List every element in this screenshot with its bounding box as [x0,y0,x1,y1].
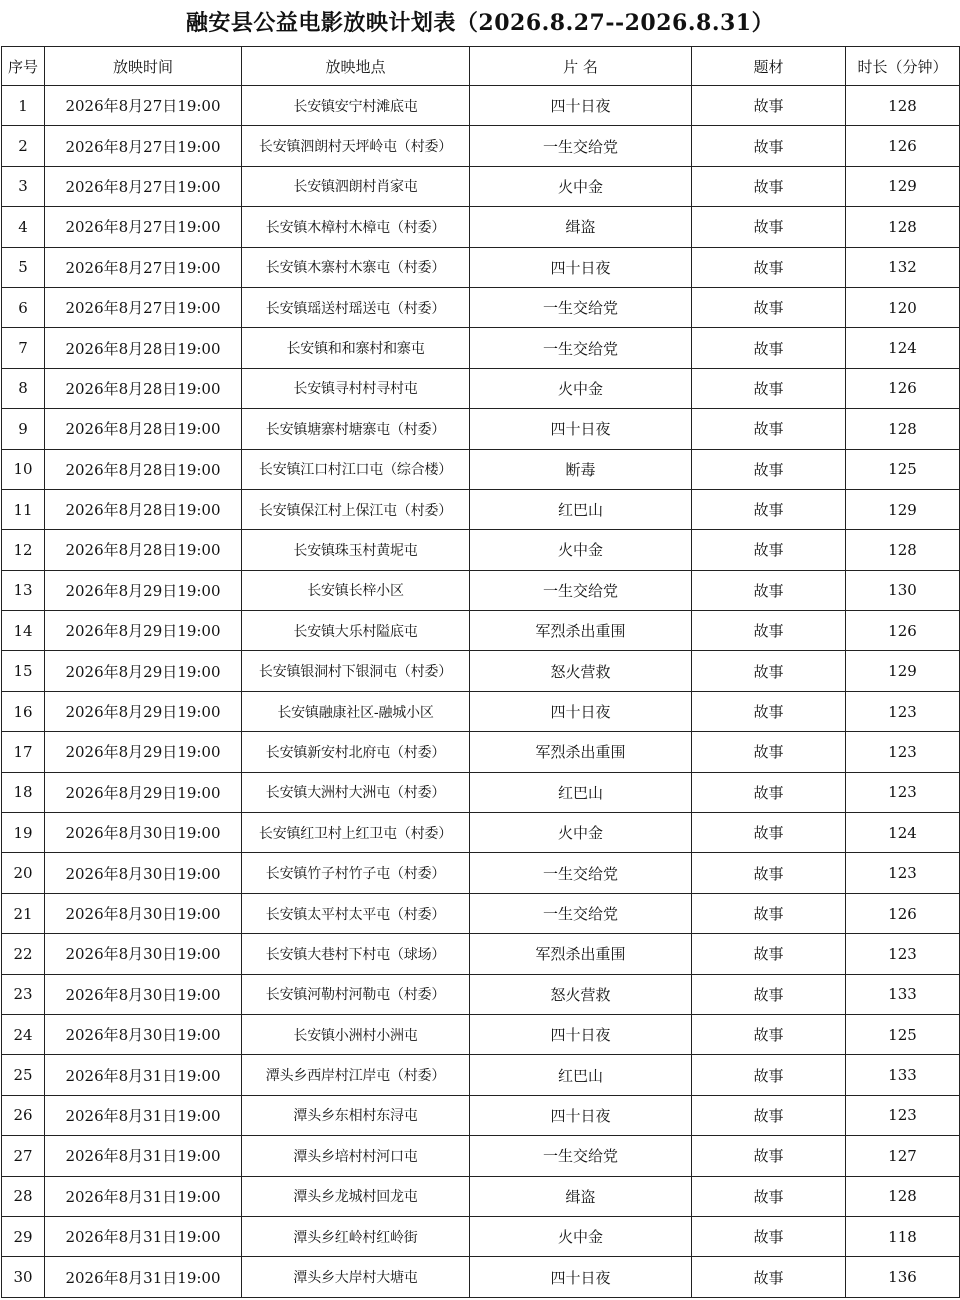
screening-location-cell: 长安镇木樟村木樟屯（村委） [242,207,470,247]
table-body [2,86,960,1298]
duration-cell: 133 [846,1055,960,1095]
serial-number-cell: 8 [2,368,45,408]
genre-cell: 故事 [692,853,846,893]
film-title-cell: 红巴山 [470,1055,692,1095]
genre-cell: 故事 [692,1136,846,1176]
genre-cell: 故事 [692,1176,846,1216]
film-title-cell: 四十日夜 [470,691,692,731]
serial-number-cell: 4 [2,207,45,247]
serial-number-cell: 26 [2,1095,45,1135]
table-row [2,611,960,651]
film-title-cell: 缉盗 [470,1176,692,1216]
serial-number-cell: 25 [2,1055,45,1095]
screening-time-cell: 2026年8月30日19:00 [45,893,242,933]
screening-location-cell: 潭头乡大岸村大塘屯 [242,1257,470,1297]
duration-cell: 125 [846,1014,960,1054]
duration-cell: 136 [846,1257,960,1297]
duration-cell: 126 [846,611,960,651]
serial-number-cell: 10 [2,449,45,489]
table-row [2,409,960,449]
table-row [2,489,960,529]
table-row [2,1257,960,1297]
genre-cell: 故事 [692,893,846,933]
genre-cell: 故事 [692,1257,846,1297]
serial-number-cell: 16 [2,691,45,731]
serial-number-cell: 17 [2,732,45,772]
serial-number-cell: 7 [2,328,45,368]
film-title-cell: 军烈杀出重围 [470,934,692,974]
film-title-cell: 四十日夜 [470,1014,692,1054]
serial-number-cell: 14 [2,611,45,651]
table-row [2,530,960,570]
duration-cell: 123 [846,934,960,974]
table-row [2,86,960,126]
screening-time-cell: 2026年8月27日19:00 [45,126,242,166]
table-row [2,570,960,610]
film-title-cell: 一生交给党 [470,1136,692,1176]
table-row [2,1136,960,1176]
table-row [2,449,960,489]
table-row [2,368,960,408]
serial-number-cell: 24 [2,1014,45,1054]
screening-location-cell: 长安镇太平村太平屯（村委） [242,893,470,933]
genre-cell: 故事 [692,449,846,489]
table-row [2,207,960,247]
table-row [2,893,960,933]
film-title-cell: 四十日夜 [470,1095,692,1135]
genre-cell: 故事 [692,1055,846,1095]
duration-cell: 123 [846,853,960,893]
screening-time-cell: 2026年8月30日19:00 [45,853,242,893]
screening-schedule-table [1,46,960,1298]
screening-location-cell: 潭头乡红岭村红岭街 [242,1216,470,1256]
screening-time-cell: 2026年8月31日19:00 [45,1176,242,1216]
genre-cell: 故事 [692,732,846,772]
serial-number-cell: 27 [2,1136,45,1176]
duration-cell: 128 [846,1176,960,1216]
table-row [2,813,960,853]
screening-time-cell: 2026年8月31日19:00 [45,1136,242,1176]
duration-cell: 127 [846,1136,960,1176]
screening-time-cell: 2026年8月29日19:00 [45,732,242,772]
duration-cell: 128 [846,530,960,570]
table-row [2,1216,960,1256]
screening-location-cell: 长安镇大乐村隘底屯 [242,611,470,651]
screening-time-cell: 2026年8月28日19:00 [45,530,242,570]
film-title-cell: 怒火营救 [470,651,692,691]
screening-time-cell: 2026年8月28日19:00 [45,368,242,408]
header-screening-location: 放映地点 [242,47,470,86]
genre-cell: 故事 [692,166,846,206]
genre-cell: 故事 [692,691,846,731]
table-row [2,287,960,327]
duration-cell: 125 [846,449,960,489]
duration-cell: 128 [846,409,960,449]
screening-location-cell: 长安镇长梓小区 [242,570,470,610]
table-row [2,974,960,1014]
screening-time-cell: 2026年8月27日19:00 [45,86,242,126]
table-row [2,1055,960,1095]
film-title-cell: 一生交给党 [470,287,692,327]
duration-cell: 124 [846,328,960,368]
screening-time-cell: 2026年8月30日19:00 [45,813,242,853]
header-genre: 题材 [692,47,846,86]
table-row [2,247,960,287]
duration-cell: 123 [846,691,960,731]
screening-location-cell: 长安镇竹子村竹子屯（村委） [242,853,470,893]
duration-cell: 128 [846,86,960,126]
table-row [2,934,960,974]
duration-cell: 123 [846,732,960,772]
table-row [2,772,960,812]
film-title-cell: 红巴山 [470,489,692,529]
screening-time-cell: 2026年8月27日19:00 [45,207,242,247]
screening-location-cell: 长安镇寻村村寻村屯 [242,368,470,408]
serial-number-cell: 28 [2,1176,45,1216]
serial-number-cell: 11 [2,489,45,529]
film-title-cell: 四十日夜 [470,1257,692,1297]
screening-time-cell: 2026年8月29日19:00 [45,611,242,651]
genre-cell: 故事 [692,1216,846,1256]
serial-number-cell: 9 [2,409,45,449]
screening-location-cell: 长安镇红卫村上红卫屯（村委） [242,813,470,853]
genre-cell: 故事 [692,570,846,610]
genre-cell: 故事 [692,86,846,126]
film-title-cell: 军烈杀出重围 [470,732,692,772]
film-title-cell: 一生交给党 [470,126,692,166]
duration-cell: 120 [846,287,960,327]
genre-cell: 故事 [692,489,846,529]
genre-cell: 故事 [692,287,846,327]
serial-number-cell: 19 [2,813,45,853]
film-title-cell: 四十日夜 [470,86,692,126]
duration-cell: 129 [846,489,960,529]
duration-cell: 126 [846,368,960,408]
screening-location-cell: 长安镇新安村北府屯（村委） [242,732,470,772]
screening-location-cell: 长安镇泗朗村肖家屯 [242,166,470,206]
genre-cell: 故事 [692,611,846,651]
serial-number-cell: 1 [2,86,45,126]
screening-time-cell: 2026年8月27日19:00 [45,247,242,287]
film-title-cell: 火中金 [470,1216,692,1256]
screening-location-cell: 长安镇河勒村河勒屯（村委） [242,974,470,1014]
screening-location-cell: 长安镇珠玉村黄坭屯 [242,530,470,570]
screening-time-cell: 2026年8月29日19:00 [45,691,242,731]
serial-number-cell: 6 [2,287,45,327]
film-title-cell: 一生交给党 [470,893,692,933]
table-row [2,732,960,772]
duration-cell: 123 [846,1095,960,1135]
screening-time-cell: 2026年8月29日19:00 [45,570,242,610]
genre-cell: 故事 [692,651,846,691]
screening-location-cell: 长安镇保江村上保江屯（村委） [242,489,470,529]
screening-location-cell: 长安镇大洲村大洲屯（村委） [242,772,470,812]
screening-time-cell: 2026年8月27日19:00 [45,287,242,327]
table-row [2,1014,960,1054]
screening-location-cell: 潭头乡培村村河口屯 [242,1136,470,1176]
serial-number-cell: 21 [2,893,45,933]
genre-cell: 故事 [692,328,846,368]
genre-cell: 故事 [692,368,846,408]
duration-cell: 132 [846,247,960,287]
film-title-cell: 一生交给党 [470,570,692,610]
screening-location-cell: 长安镇和和寨村和寨屯 [242,328,470,368]
screening-time-cell: 2026年8月30日19:00 [45,934,242,974]
genre-cell: 故事 [692,1095,846,1135]
screening-location-cell: 长安镇木寨村木寨屯（村委） [242,247,470,287]
screening-location-cell: 潭头乡东相村东浔屯 [242,1095,470,1135]
duration-cell: 133 [846,974,960,1014]
table-row [2,651,960,691]
film-title-cell: 军烈杀出重围 [470,611,692,651]
genre-cell: 故事 [692,934,846,974]
film-title-cell: 一生交给党 [470,853,692,893]
genre-cell: 故事 [692,207,846,247]
page-title: 融安县公益电影放映计划表（2026.8.27--2026.8.31） [185,10,775,36]
duration-cell: 129 [846,651,960,691]
duration-cell: 130 [846,570,960,610]
film-title-cell: 火中金 [470,368,692,408]
screening-time-cell: 2026年8月30日19:00 [45,974,242,1014]
screening-location-cell: 潭头乡龙城村回龙屯 [242,1176,470,1216]
duration-cell: 129 [846,166,960,206]
screening-time-cell: 2026年8月31日19:00 [45,1216,242,1256]
serial-number-cell: 15 [2,651,45,691]
genre-cell: 故事 [692,813,846,853]
screening-location-cell: 长安镇瑶送村瑶送屯（村委） [242,287,470,327]
film-title-cell: 火中金 [470,530,692,570]
screening-location-cell: 长安镇江口村江口屯（综合楼） [242,449,470,489]
duration-cell: 128 [846,207,960,247]
serial-number-cell: 29 [2,1216,45,1256]
header-film-title: 片 名 [470,47,692,86]
film-title-cell: 缉盗 [470,207,692,247]
film-title-cell: 一生交给党 [470,328,692,368]
screening-time-cell: 2026年8月28日19:00 [45,489,242,529]
screening-time-cell: 2026年8月28日19:00 [45,409,242,449]
screening-time-cell: 2026年8月27日19:00 [45,166,242,206]
genre-cell: 故事 [692,409,846,449]
screening-location-cell: 长安镇小洲村小洲屯 [242,1014,470,1054]
screening-location-cell: 长安镇银洞村下银洞屯（村委） [242,651,470,691]
header-serial-number: 序号 [2,47,45,86]
film-title-cell: 断毒 [470,449,692,489]
table-row [2,328,960,368]
table-row [2,166,960,206]
duration-cell: 118 [846,1216,960,1256]
serial-number-cell: 13 [2,570,45,610]
genre-cell: 故事 [692,772,846,812]
serial-number-cell: 23 [2,974,45,1014]
screening-time-cell: 2026年8月31日19:00 [45,1257,242,1297]
table-row [2,1176,960,1216]
screening-time-cell: 2026年8月31日19:00 [45,1095,242,1135]
genre-cell: 故事 [692,530,846,570]
film-title-cell: 怒火营救 [470,974,692,1014]
duration-cell: 126 [846,893,960,933]
screening-time-cell: 2026年8月28日19:00 [45,449,242,489]
film-title-cell: 火中金 [470,166,692,206]
serial-number-cell: 3 [2,166,45,206]
film-title-cell: 四十日夜 [470,409,692,449]
screening-time-cell: 2026年8月29日19:00 [45,772,242,812]
screening-location-cell: 长安镇安宁村滩底屯 [242,86,470,126]
film-title-cell: 火中金 [470,813,692,853]
screening-location-cell: 长安镇塘寨村塘寨屯（村委） [242,409,470,449]
table-row [2,853,960,893]
serial-number-cell: 5 [2,247,45,287]
film-title-cell: 红巴山 [470,772,692,812]
screening-location-cell: 潭头乡西岸村江岸屯（村委） [242,1055,470,1095]
genre-cell: 故事 [692,126,846,166]
screening-time-cell: 2026年8月28日19:00 [45,328,242,368]
serial-number-cell: 22 [2,934,45,974]
duration-cell: 126 [846,126,960,166]
header-duration: 时长（分钟） [846,47,960,86]
screening-location-cell: 长安镇大巷村下村屯（球场） [242,934,470,974]
genre-cell: 故事 [692,247,846,287]
genre-cell: 故事 [692,974,846,1014]
serial-number-cell: 20 [2,853,45,893]
genre-cell: 故事 [692,1014,846,1054]
duration-cell: 123 [846,772,960,812]
serial-number-cell: 30 [2,1257,45,1297]
table-row [2,126,960,166]
table-row [2,1095,960,1135]
table-header-row [2,47,960,86]
duration-cell: 124 [846,813,960,853]
screening-time-cell: 2026年8月29日19:00 [45,651,242,691]
serial-number-cell: 2 [2,126,45,166]
screening-time-cell: 2026年8月30日19:00 [45,1014,242,1054]
serial-number-cell: 12 [2,530,45,570]
serial-number-cell: 18 [2,772,45,812]
film-title-cell: 四十日夜 [470,247,692,287]
screening-time-cell: 2026年8月31日19:00 [45,1055,242,1095]
table-row [2,691,960,731]
screening-location-cell: 长安镇泗朗村天坪岭屯（村委） [242,126,470,166]
header-screening-time: 放映时间 [45,47,242,86]
screening-location-cell: 长安镇融康社区-融城小区 [242,691,470,731]
